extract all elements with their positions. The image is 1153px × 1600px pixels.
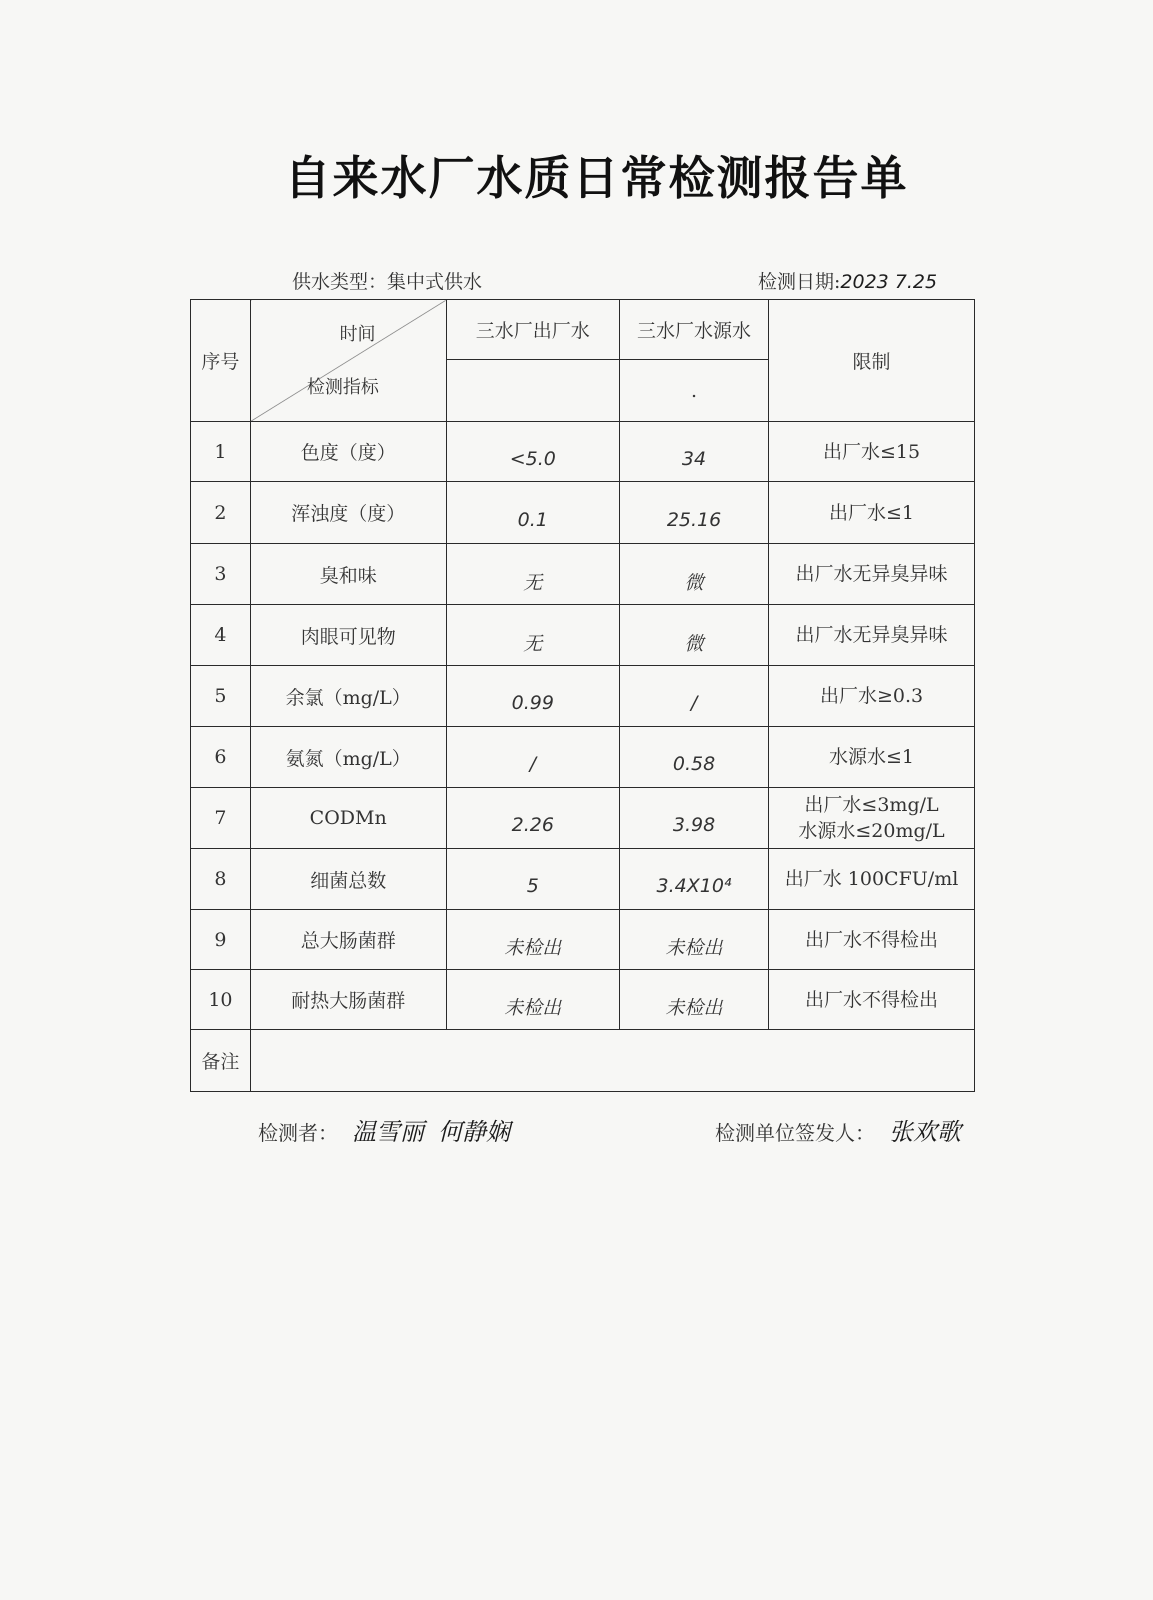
row-outflow-value: 未检出 [446,910,619,970]
table-row [191,970,975,1030]
indicator-header: 检测指标 [306,377,379,398]
table-row [191,727,975,788]
row-limit-line: 水源水≤1 [829,746,915,768]
row-limit-line: 出厂水≥0.3 [819,685,924,707]
row-limit-line: 出厂水≤3mg/L [804,794,939,816]
row-limit-line: 出厂水不得检出 [805,928,939,951]
row-outflow-value: 无 [446,544,619,605]
row-limit [769,788,975,849]
row-number: 7 [191,788,251,849]
row-source-value: / [619,666,768,727]
table-row [191,605,975,666]
row-indicator: 氨氮（mg/L） [250,727,446,788]
row-indicator: 余氯（mg/L） [250,666,446,727]
row-limit-line-2: 水源水≤20mg/L [798,820,945,842]
supply-type-value: 集中式供水 [387,271,483,293]
row-number: 4 [191,605,251,666]
row-limit [769,727,975,788]
remarks-row [191,1030,975,1092]
inspector-label: 检测者： [258,1121,338,1145]
date-label: 检测日期: [758,271,841,293]
diagonal-header [250,300,446,422]
time-header: 时间 [339,324,376,345]
row-source-value: 25.16 [619,482,768,544]
row-limit [769,910,975,970]
row-number: 8 [191,849,251,910]
row-limit [769,544,975,605]
row-limit-line: 出厂水无异臭异味 [795,624,948,646]
row-limit-line: 出厂水≤15 [822,440,921,463]
row-outflow-value: 0.1 [446,482,619,544]
col-outflow-header: 三水厂出厂水 [446,300,619,360]
table-row [191,666,975,727]
col-outflow-sub [446,360,619,422]
row-indicator: CODMn [250,788,446,849]
row-indicator: 细菌总数 [250,849,446,910]
row-limit [769,605,975,666]
row-number: 3 [191,544,251,605]
remarks-value [250,1030,974,1092]
row-limit-line: 出厂水≤1 [829,501,915,524]
row-outflow-value: 0.99 [446,666,619,727]
row-limit [769,482,975,544]
row-indicator: 总大肠菌群 [250,910,446,970]
row-indicator: 臭和味 [250,544,446,605]
header-row [191,300,975,360]
table-row [191,544,975,605]
row-indicator: 肉眼可见物 [250,605,446,666]
limit-header: 限制 [769,300,975,422]
col-source-sub: . [619,360,768,422]
row-limit [769,666,975,727]
row-number: 10 [191,970,251,1030]
inspector-signature-1: 温雪丽 [352,1118,424,1146]
table-row [191,422,975,482]
supply-type [292,267,482,294]
remarks-label: 备注 [191,1030,251,1092]
row-outflow-value: 未检出 [446,970,619,1030]
row-source-value: 34 [619,422,768,482]
row-number: 9 [191,910,251,970]
row-limit [769,849,975,910]
issuer-label: 检测单位签发人： [715,1121,875,1145]
inspector-signature-2: 何静娴 [438,1118,510,1146]
issuer [715,1112,961,1147]
row-limit-line: 出厂水 100CFU/ml [784,868,959,890]
row-source-value: 微 [619,544,768,605]
col-source-header: 三水厂水源水 [619,300,768,360]
row-source-value: 未检出 [619,970,768,1030]
row-limit [769,422,975,482]
row-limit-line: 出厂水不得检出 [805,988,939,1011]
row-outflow-value: 2.26 [446,788,619,849]
row-indicator: 浑浊度（度） [250,482,446,544]
row-source-value: 0.58 [619,727,768,788]
row-number: 2 [191,482,251,544]
inspector [258,1112,510,1147]
issuer-signature: 张欢歌 [889,1118,961,1146]
row-number: 1 [191,422,251,482]
table-row [191,849,975,910]
table-row [191,482,975,544]
test-date [758,267,937,294]
table-row [191,788,975,849]
row-limit-line: 出厂水无异臭异味 [795,563,948,585]
report-title: 自来水厂水质日常检测报告单 [284,151,909,205]
row-source-value: 微 [619,605,768,666]
date-value: 2023 7.25 [840,271,938,293]
row-outflow-value: <5.0 [446,422,619,482]
row-indicator: 色度（度） [250,422,446,482]
table-row [191,910,975,970]
seq-header: 序号 [191,300,251,422]
row-indicator: 耐热大肠菌群 [250,970,446,1030]
row-outflow-value: 5 [446,849,619,910]
report-table [190,299,975,1092]
supply-type-label: 供水类型： [292,271,388,293]
row-outflow-value: / [446,727,619,788]
row-source-value: 3.98 [619,788,768,849]
row-source-value: 未检出 [619,910,768,970]
row-source-value: 3.4X10⁴ [619,849,768,910]
row-limit [769,970,975,1030]
row-outflow-value: 无 [446,605,619,666]
row-number: 5 [191,666,251,727]
row-number: 6 [191,727,251,788]
